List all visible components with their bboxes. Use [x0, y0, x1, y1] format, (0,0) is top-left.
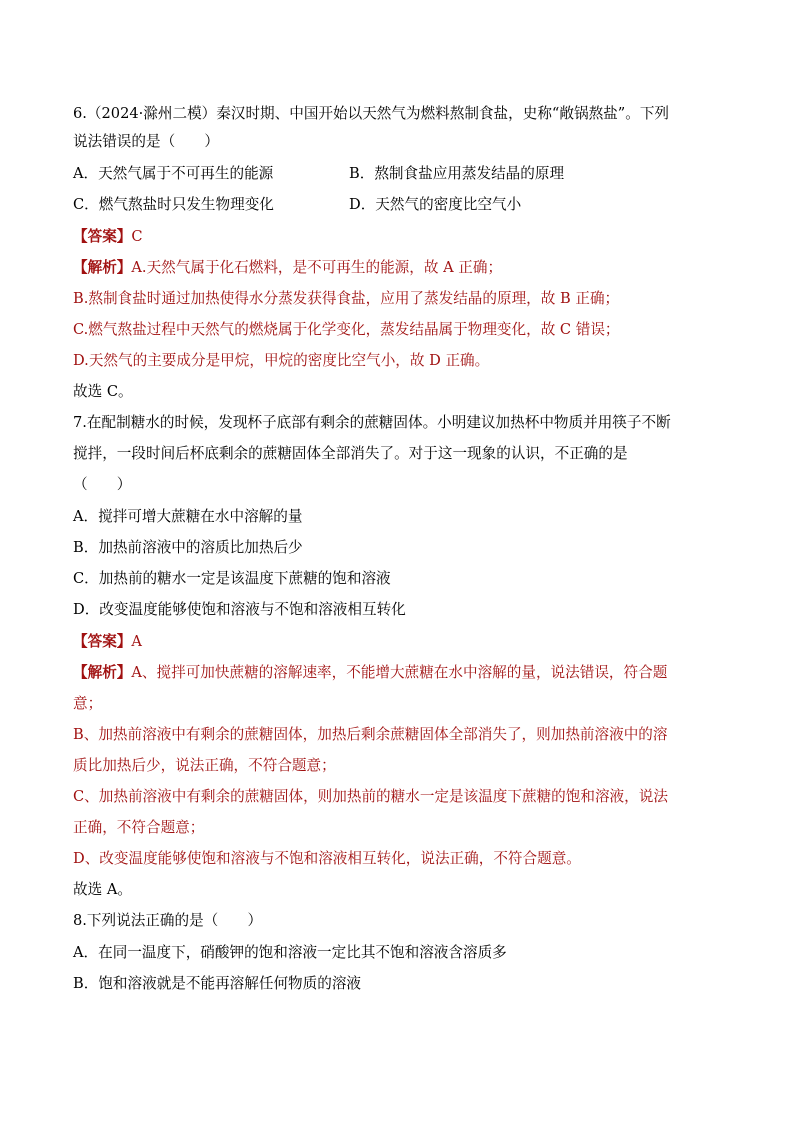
q8-stem: 8.下列说法正确的是（ ）: [73, 912, 263, 929]
q7-analysis-b-line1: B、加热前溶液中有剩余的蔗糖固体，加热后剩余蔗糖固体全部消失了，则加热前溶液中的溶: [73, 726, 668, 743]
q7-option-d: D．改变温度能够使饱和溶液与不饱和溶液相互转化: [73, 601, 406, 618]
q7-stem-line1: 7.在配制糖水的时候，发现杯子底部有剩余的蔗糖固体。小明建议加热杯中物质并用筷子不断: [73, 414, 671, 431]
q7-analysis-c-line1: C、加热前溶液中有剩余的蔗糖固体，则加热前的糖水一定是该温度下蔗糖的饱和溶液，说法: [73, 788, 668, 805]
analysis-tag: 【解析】: [73, 664, 132, 681]
answer-tag: 【答案】: [73, 633, 132, 650]
q6-analysis-b: B.熬制食盐时通过加热使得水分蒸发获得食盐，应用了蒸发结晶的原理，故 B 正确；: [73, 290, 620, 307]
q6-analysis-d: D.天然气的主要成分是甲烷，甲烷的密度比空气小，故 D 正确。: [73, 352, 490, 369]
q6-options-row2: [73, 195, 521, 215]
q8-option-a: A．在同一温度下，硝酸钾的饱和溶液一定比其不饱和溶液含溶质多: [73, 944, 507, 961]
analysis-text: A、搅拌可加快蔗糖的溶解速率，不能增大蔗糖在水中溶解的量，说法错误，符合题: [131, 664, 668, 681]
q7-analysis-c-line2: 正确，不符合题意；: [73, 819, 205, 836]
q7-option-c: C．加热前的糖水一定是该温度下蔗糖的饱和溶液: [73, 570, 391, 587]
q7-analysis-a-line1: [73, 663, 667, 683]
q6-answer: [73, 227, 143, 247]
q7-answer: [73, 632, 142, 652]
q7-analysis-a-line2: 意；: [73, 695, 103, 712]
q6-option-c: C．燃气熬盐时只发生物理变化: [73, 196, 274, 213]
analysis-tag: 【解析】: [73, 259, 132, 276]
q7-conclusion: 故选 A。: [73, 881, 132, 898]
answer-value: C: [131, 228, 143, 245]
q6-analysis-a: [73, 258, 502, 278]
q6-option-a: A．天然气属于不可再生的能源: [73, 165, 274, 182]
q7-analysis-b-line2: 质比加热后少，说法正确，不符合题意；: [73, 757, 336, 774]
q6-option-b: B．熬制食盐应用蒸发结晶的原理: [349, 165, 565, 182]
q6-stem-line2: 说法错误的是（ ）: [73, 133, 219, 150]
analysis-text: A.天然气属于化石燃料，是不可再生的能源，故 A 正确；: [131, 259, 503, 276]
answer-value: A: [131, 633, 142, 650]
q7-option-a: A．搅拌可增大蔗糖在水中溶解的量: [73, 508, 303, 525]
q7-stem-line3: （ ）: [73, 476, 132, 493]
q6-options-row1: [73, 164, 564, 184]
q7-analysis-d: D、改变温度能够使饱和溶液与不饱和溶液相互转化，说法正确，不符合题意。: [73, 850, 581, 867]
q6-stem-line1: 6.（2024·滁州二模）秦汉时期、中国开始以天然气为燃料熬制食盐，史称“敞锅熬盐”。下列: [73, 105, 670, 122]
q7-option-b: B．加热前溶液中的溶质比加热后少: [73, 539, 303, 556]
q6-conclusion: 故选 C。: [73, 383, 133, 400]
q7-stem-line2: 搅拌，一段时间后杯底剩余的蔗糖固体全部消失了。对于这一现象的认识，不正确的是: [73, 445, 628, 462]
q6-option-d: D．天然气的密度比空气小: [349, 196, 522, 213]
answer-tag: 【答案】: [73, 228, 132, 245]
q8-option-b: B．饱和溶液就是不能再溶解任何物质的溶液: [73, 975, 362, 992]
q6-analysis-c: C.燃气熬盐过程中天然气的燃烧属于化学变化，蒸发结晶属于物理变化，故 C 错误；: [73, 321, 620, 338]
